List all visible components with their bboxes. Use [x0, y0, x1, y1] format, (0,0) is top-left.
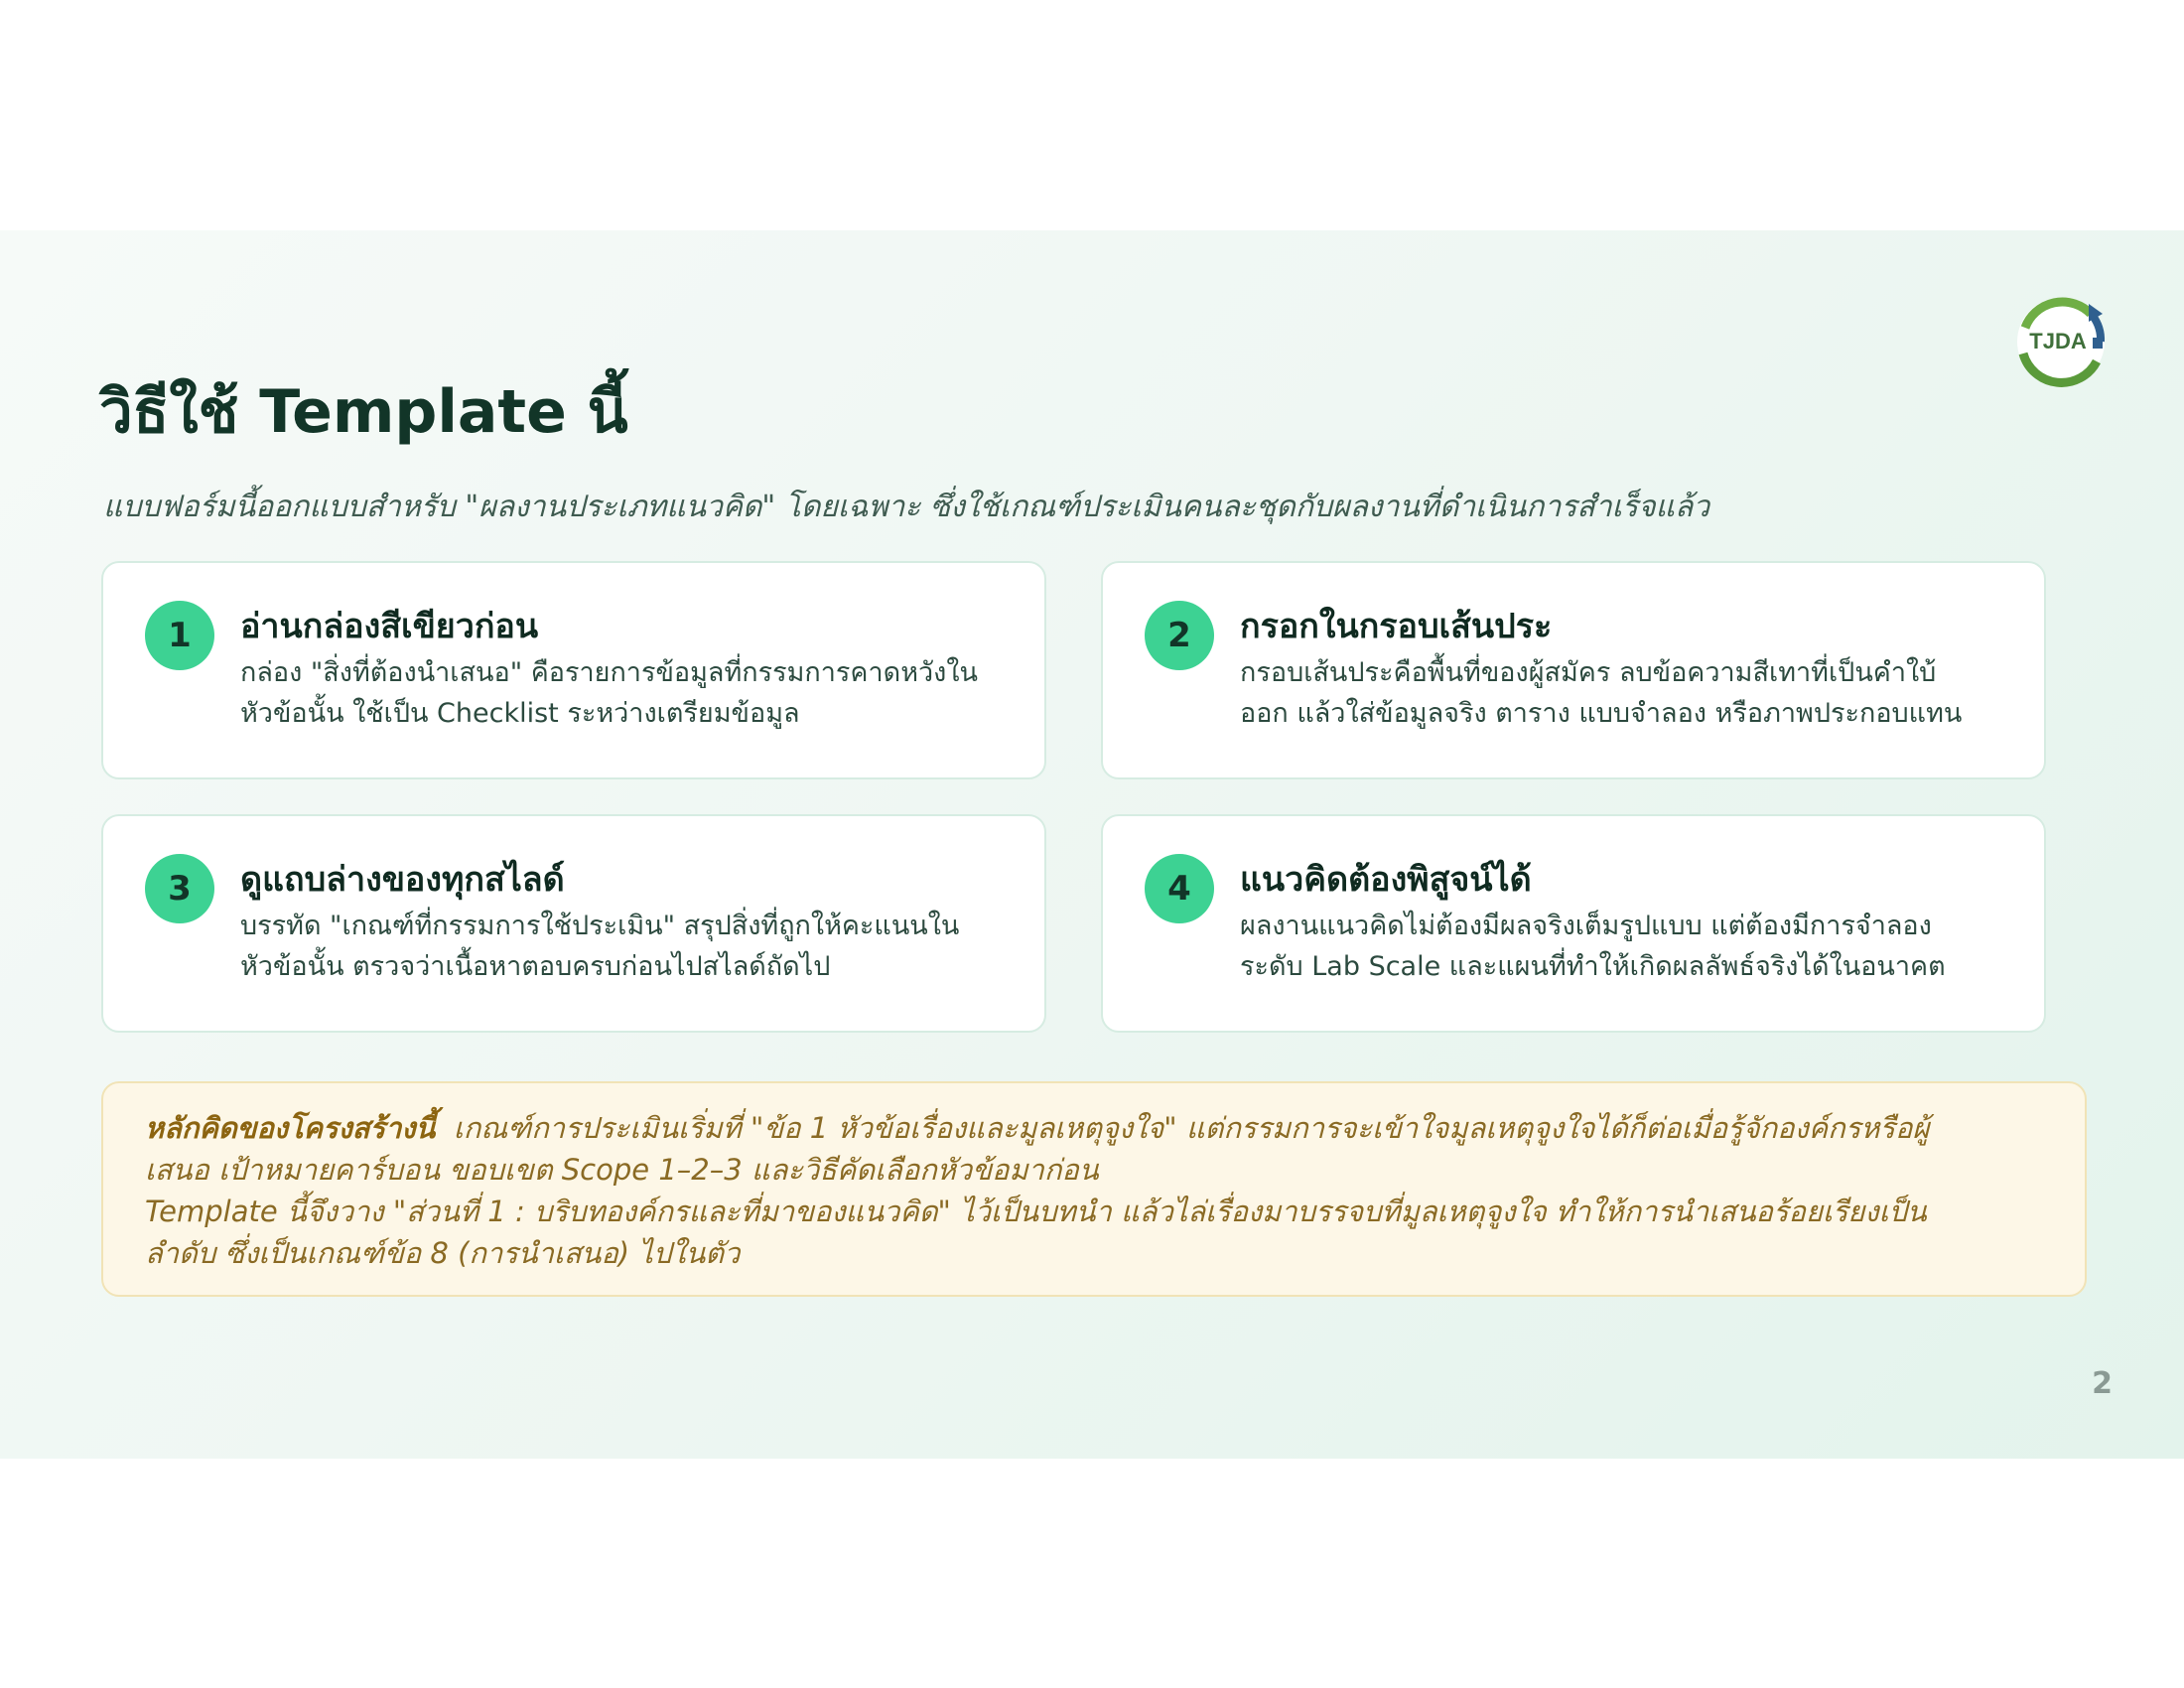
- step-description: ผลงานแนวคิดไม่ต้องมีผลจริงเต็มรูปแบบ แต่ต้องมีการจำลอง ระดับ Lab Scale และแผนที่ทำให้เกิดผลลัพธ์จริงได้ในอนาคต: [1240, 911, 1946, 982]
- step-title: อ่านกล่องสีเขียวก่อน: [240, 607, 539, 646]
- step-description: กล่อง "สิ่งที่ต้องนำเสนอ" คือรายการข้อมูลที่กรรมการคาดหวังใน หัวข้อนั้น ใช้เป็น Checklist ระหว่างเตรียมข้อมูล: [240, 657, 978, 729]
- step-description: กรอบเส้นประคือพื้นที่ของผู้สมัคร ลบข้อความสีเทาที่เป็นคำใบ้ ออก แล้วใส่ข้อมูลจริง ตาราง แบบจำลอง หรือภาพประกอบแทน: [1240, 657, 1963, 729]
- note-line-3: Template นี้จึงวาง "ส่วนที่ 1 : บริบทองค์กรและที่มาของแนวคิด" ไว้เป็นบทนำ แล้วไล่เรื่องมาบรรจบที่มูลเหตุจูงใจ ทำให้การนำเสนอร้อยเรียงเป็น: [145, 1195, 1927, 1228]
- step-card-2: [1101, 561, 2046, 779]
- page-subtitle: แบบฟอร์มนี้ออกแบบสำหรับ "ผลงานประเภทแนวคิด" โดยเฉพาะ ซึ่งใช้เกณฑ์ประเมินคนละชุดกับผลงานที่ดำเนินการสำเร็จแล้ว: [103, 490, 1710, 524]
- step-title: ดูแถบล่างของทุกสไลด์: [240, 860, 565, 900]
- note-line-1: [145, 1107, 2043, 1149]
- page-number: 2: [2092, 1366, 2113, 1401]
- step-number-badge: 3: [145, 854, 214, 923]
- principle-note-box: [101, 1081, 2087, 1297]
- step-card-1: [101, 561, 1046, 779]
- tjda-logo-icon: [2011, 292, 2111, 391]
- step-number-badge: 4: [1145, 854, 1214, 923]
- step-number-badge: 2: [1145, 601, 1214, 670]
- tjda-logo-graphic: [2011, 292, 2111, 391]
- note-heading: หลักคิดของโครงสร้างนี้: [145, 1111, 436, 1145]
- step-card-3: [101, 814, 1046, 1033]
- step-title: กรอกในกรอบเส้นประ: [1240, 607, 1553, 646]
- slide: [0, 230, 2184, 1459]
- logo-text: TJDA: [2029, 329, 2087, 353]
- note-text: เกณฑ์การประเมินเริ่มที่ "ข้อ 1 หัวข้อเรื่องและมูลเหตุจูงใจ" แต่กรรมการจะเข้าใจมูลเหตุจูงใจได้ก็ต่อเมื่อรู้จักองค์กรหรือผู้: [453, 1111, 1930, 1145]
- step-description: บรรทัด "เกณฑ์ที่กรรมการใช้ประเมิน" สรุปสิ่งที่ถูกให้คะแนนใน หัวข้อนั้น ตรวจว่าเนื้อหาตอบครบก่อนไปสไลด์ถัดไป: [240, 911, 960, 982]
- note-line-4: ลำดับ ซึ่งเป็นเกณฑ์ข้อ 8 (การนำเสนอ) ไปในตัว: [145, 1236, 741, 1270]
- note-line-2: เสนอ เป้าหมายคาร์บอน ขอบเขต Scope 1–2–3 และวิธีคัดเลือกหัวข้อมาก่อน: [145, 1153, 1099, 1187]
- page-title: วิธีใช้ Template นี้: [99, 377, 628, 447]
- step-card-4: [1101, 814, 2046, 1033]
- step-number-badge: 1: [145, 601, 214, 670]
- step-title: แนวคิดต้องพิสูจน์ได้: [1240, 860, 1532, 900]
